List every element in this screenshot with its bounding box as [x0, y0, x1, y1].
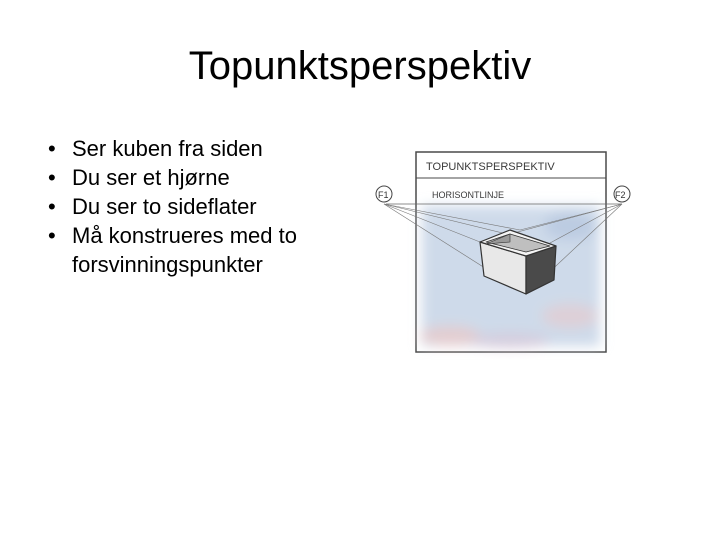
vp-right-label: F2 [615, 190, 626, 200]
bullet-dot: • [48, 223, 56, 248]
bullet-item [48, 221, 358, 279]
vp-left-label: F1 [378, 190, 389, 200]
bullet-text: Ser kuben fra siden [72, 136, 263, 161]
slide-title: Topunktsperspektiv [188, 44, 532, 88]
bullet-text: Du ser et hjørne [72, 165, 230, 190]
bullet-text: Må konstrueres med to forsvinningspunkter [72, 223, 297, 277]
bullet-list [48, 134, 358, 279]
perspective-drawing [360, 146, 644, 360]
bullet-text: Du ser to sideflater [72, 194, 257, 219]
figure-heading: TOPUNKTSPERSPEKTIV [426, 161, 555, 173]
bullet-dot: • [48, 136, 56, 161]
bullet-item [48, 163, 358, 192]
bullet-item [48, 134, 358, 163]
perspective-illustration [360, 146, 644, 360]
bullet-dot: • [48, 194, 56, 219]
bullet-item [48, 192, 358, 221]
horizon-label: HORISONTLINJE [432, 190, 505, 200]
bullet-dot: • [48, 165, 56, 190]
